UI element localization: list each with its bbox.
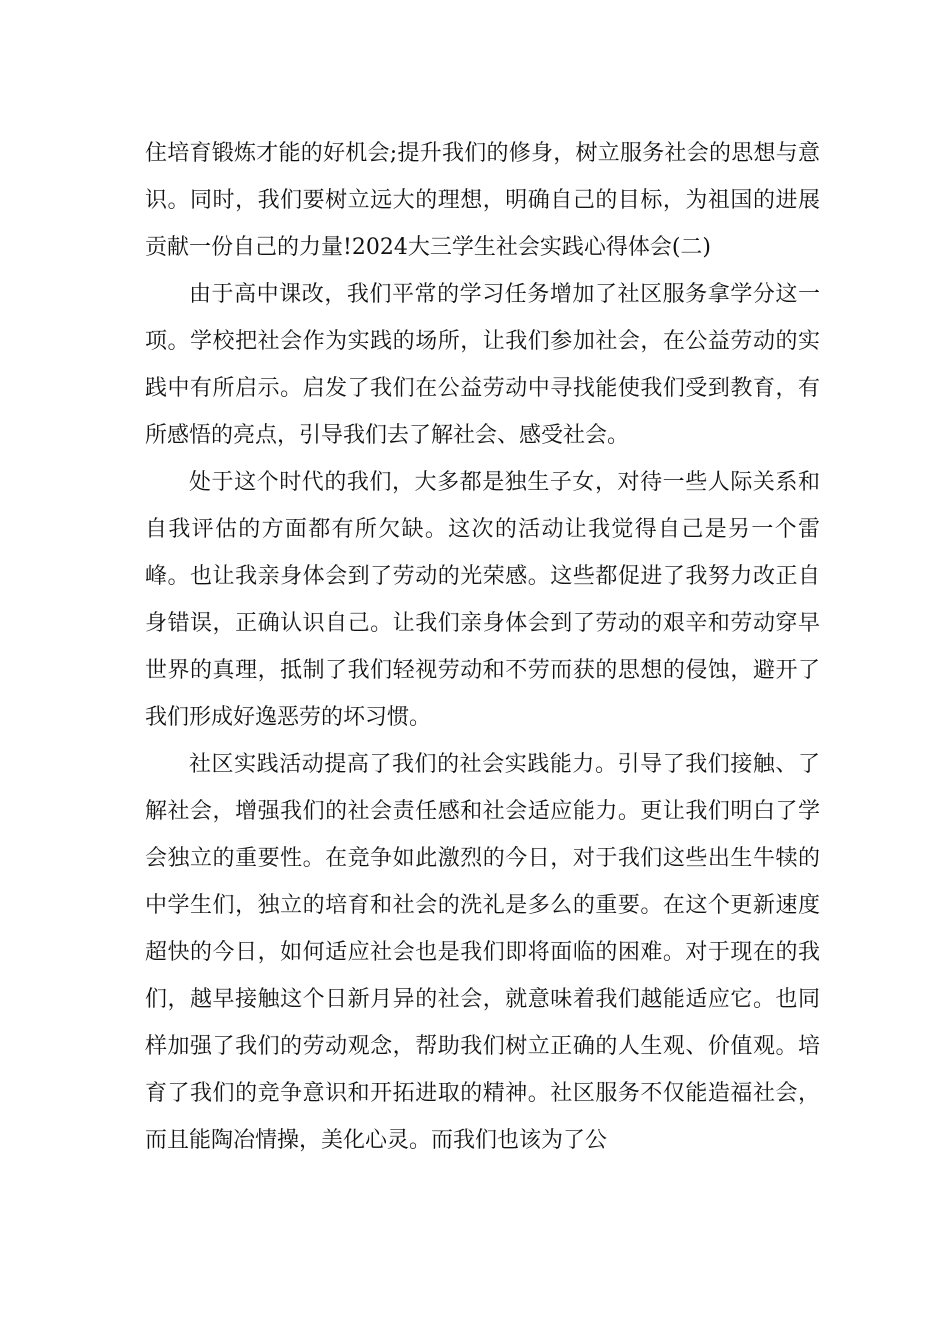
paragraph-2: 由于高中课改，我们平常的学习任务增加了社区服务拿学分这一项。学校把社会作为实践的场所，让我们参加社会，在公益劳动的实践中有所启示。启发了我们在公益劳动中寻找能使我们受到教育，有所感悟的亮点，引导我们去了解社会、感受社会。 bbox=[145, 282, 820, 448]
paragraph-1: 住培育锻炼才能的好机会;提升我们的修身，树立服务社会的思想与意识。同时，我们要树立远大的理想，明确自己的目标，为祖国的进展贡献一份自己的力量!2024大三学生社会实践心得体会(二) bbox=[145, 141, 820, 260]
document-body bbox=[145, 130, 820, 1164]
paragraph-4: 社区实践活动提高了我们的社会实践能力。引导了我们接触、了解社会，增强我们的社会责任感和社会适应能力。更让我们明白了学会独立的重要性。在竞争如此激烈的今日，对于我们这些出生牛犊的中学生们，独立的培育和社会的洗礼是多么的重要。在这个更新速度超快的今日，如何适应社会也是我们即将面临的困难。对于现在的我们，越早接触这个日新月异的社会，就意味着我们越能适应它。也同样加强了我们的劳动观念，帮助我们树立正确的人生观、价值观。培育了我们的竞争意识和开拓进取的精神。社区服务不仅能造福社会，而且能陶冶情操，美化心灵。而我们也该为了公 bbox=[145, 752, 820, 1153]
paragraph-3: 处于这个时代的我们，大多都是独生子女，对待一些人际关系和自我评估的方面都有所欠缺。这次的活动让我觉得自己是另一个雷峰。也让我亲身体会到了劳动的光荣感。这些都促进了我努力改正自身错误，正确认识自己。让我们亲身体会到了劳动的艰辛和劳动穿早世界的真理，抵制了我们轻视劳动和不劳而获的思想的侵蚀，避开了我们形成好逸恶劳的坏习惯。 bbox=[145, 470, 820, 730]
